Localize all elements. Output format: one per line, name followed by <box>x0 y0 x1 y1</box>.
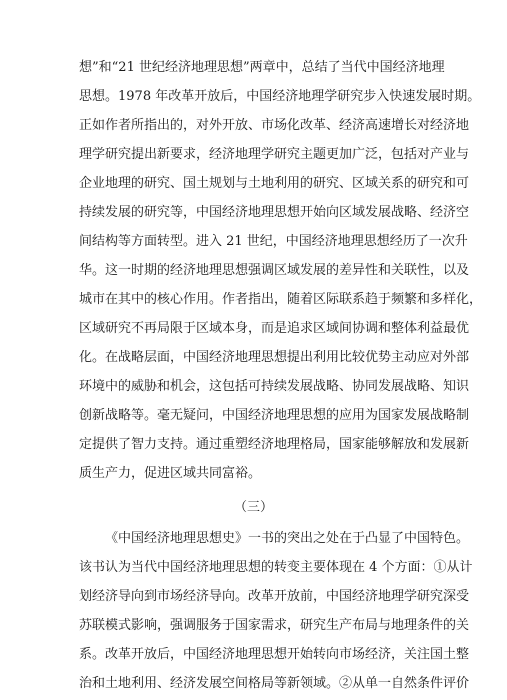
paragraph-1-line: 区域研究不再局限于区域本身，而是追求区域间协调和整体利益最优 <box>79 321 470 336</box>
paragraph-1-line: 理学研究提出新要求，经济地理学研究主题更加广泛，包括对产业与 <box>79 147 470 162</box>
paragraph-1-line: 思想。1978 年改革开放后，中国经济地理学研究步入快速发展时期。 <box>79 89 481 104</box>
paragraph-1-line: 创新战略等。毫无疑问，中国经济地理思想的应用为国家发展战略制 <box>79 408 470 423</box>
paragraph-1-line: 质生产力，促进区域共同富裕。 <box>79 466 262 481</box>
paragraph-1-line: 企业地理的研究、国土规划与土地利用的研究、区域关系的研究和可 <box>79 176 470 191</box>
paragraph-2-line: 《中国经济地理思想史》一书的突出之处在于凸显了中国特色。 <box>105 531 470 546</box>
paragraph-1-line: 化。在战略层面，中国经济地理思想提出利用比较优势主动应对外部 <box>79 350 470 365</box>
paragraph-1-line: 定提供了智力支持。通过重塑经济地理格局，国家能够解放和发展新 <box>79 437 470 452</box>
paragraph-2-line: 苏联模式影响，强调服务于国家需求，研究生产布局与地理条件的关 <box>79 618 470 633</box>
paragraph-1-line: 环境中的威胁和机会，这包括可持续发展战略、协同发展战略、知识 <box>79 379 470 394</box>
paragraph-1-line: 持续发展的研究等，中国经济地理思想开始向区域发展战略、经济空 <box>79 205 470 220</box>
paragraph-1-line: 城市在其中的核心作用。作者指出，随着区际联系趋于频繁和多样化， <box>79 292 483 307</box>
paragraph-2-line: 治和土地利用、经济发展空间格局等新领域。②从单一自然条件评价 <box>79 676 470 691</box>
paragraph-1-line: 华。这一时期的经济地理思想强调区域发展的差异性和关联性，以及 <box>79 263 470 278</box>
paragraph-2-line: 该书认为当代中国经济地理思想的转变主要体现在 4 个方面：①从计 <box>79 560 473 575</box>
paragraph-2-line: 划经济导向到市场经济导向。改革开放前，中国经济地理学研究深受 <box>79 589 470 604</box>
section-heading: （三） <box>233 500 273 515</box>
paragraph-2-line: 系。改革开放后，中国经济地理思想开始转向市场经济，关注国土整 <box>79 647 470 662</box>
paragraph-1-line: 间结构等方面转型。进入 21 世纪，中国经济地理思想经历了一次升 <box>79 234 468 249</box>
paragraph-1-line: 正如作者所指出的，对外开放、市场化改革、经济高速增长对经济地 <box>79 118 470 133</box>
paragraph-1-line: 想”和“21 世纪经济地理思想”两章中，总结了当代中国经济地理 <box>79 60 445 75</box>
